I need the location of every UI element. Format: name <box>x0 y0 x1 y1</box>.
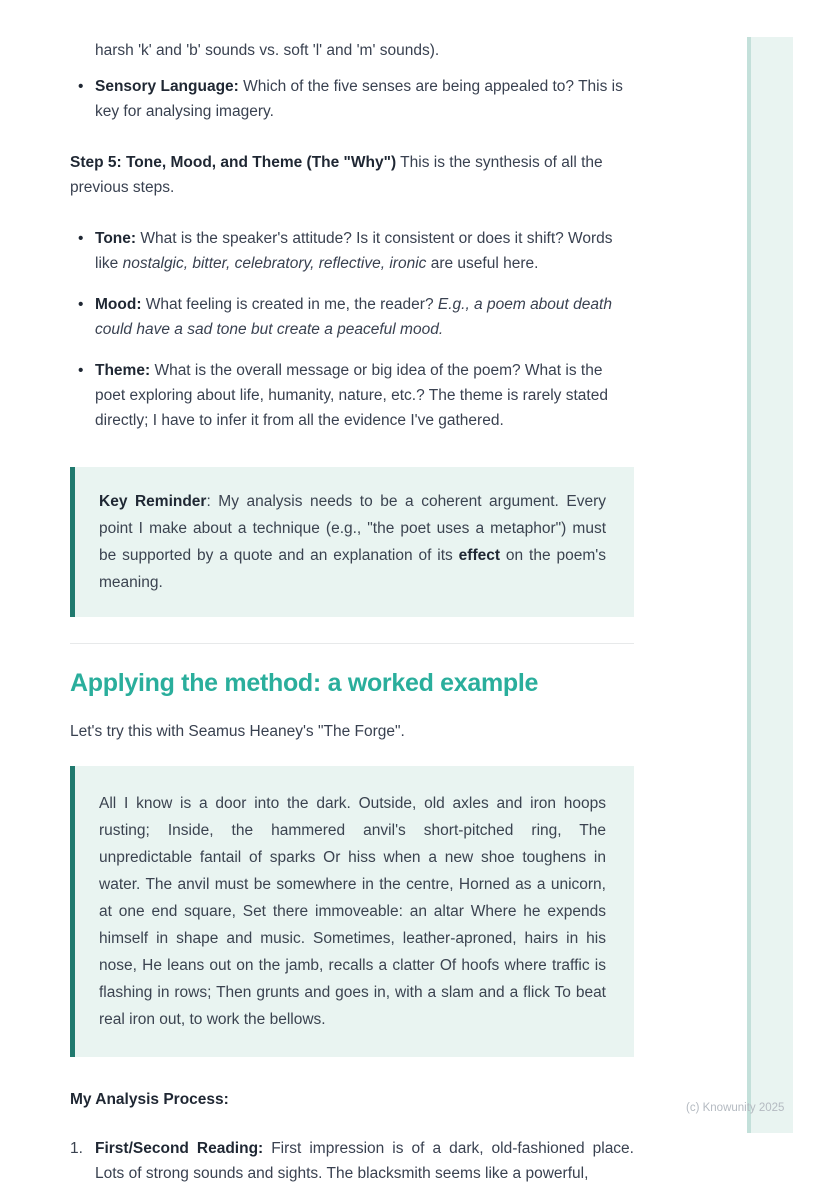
list-item-mood <box>95 292 634 342</box>
document-content <box>70 0 634 1186</box>
bullet-label: Mood: <box>95 296 142 313</box>
bullet-text: What is the overall message or big idea of the poem? What is the poet exploring about life, humanity, nature, etc.? The theme is rarely stated directly; I have to infer it from all the evidence I've gathered. <box>95 362 608 429</box>
analysis-ordered-list <box>70 1136 634 1186</box>
paragraph-continuation <box>95 38 634 63</box>
paragraph-step5 <box>70 150 634 200</box>
key-reminder-callout <box>70 467 634 617</box>
list-item-sensory-language <box>95 74 634 124</box>
bullet-label: Theme: <box>95 362 151 379</box>
intro-text: Let's try this with Seamus Heaney's "The Forge". <box>70 723 405 740</box>
list-item-first-second-reading <box>70 1136 634 1186</box>
bullet-italic-text: nostalgic, bitter, celebratory, reflective, ironic <box>122 255 427 272</box>
step5-label: Step 5: Tone, Mood, and Theme (The "Why") <box>70 154 397 171</box>
list-item-text: First impression is of a dark, old-fashioned place. Lots of strong sounds and sights. The blacksmith seems like a powerful, <box>95 1140 634 1182</box>
bullet-italic-text: E.g., a poem about death could have a sad tone but create a peaceful mood. <box>95 296 612 338</box>
paragraph-intro <box>70 719 634 744</box>
list-item-label: First/Second Reading: <box>95 1140 264 1157</box>
analysis-process-heading: My Analysis Process: <box>70 1091 229 1108</box>
list-item-tone <box>95 226 634 276</box>
bullet-list-step5 <box>70 226 634 433</box>
poem-quote-callout <box>70 766 634 1057</box>
bullet-text: What feeling is created in me, the reader? <box>145 296 434 313</box>
key-reminder-text: : My analysis needs to be a coherent argument. Every point I make about a technique (e.g., "the poet uses a metaphor") must be supported by a quote and an explanation of its <box>99 493 606 564</box>
bullet-text: Which of the five senses are being appealed to? This is key for analysing imagery. <box>95 78 623 120</box>
decorative-side-bar <box>747 37 793 1133</box>
key-reminder-text-end: on the poem's meaning. <box>99 547 606 591</box>
section-heading: Applying the method: a worked example <box>70 669 539 697</box>
bullet-label: Tone: <box>95 230 137 247</box>
key-reminder-label: Key Reminder <box>99 493 207 510</box>
list-item-number: 1. <box>70 1140 83 1157</box>
list-item-theme <box>95 358 634 433</box>
bullet-list-top <box>70 74 634 124</box>
step5-text: This is the synthesis of all the previous steps. <box>70 154 603 196</box>
bullet-label: Sensory Language: <box>95 78 239 95</box>
key-reminder-bold-word: effect <box>458 547 501 564</box>
section-divider <box>70 643 634 644</box>
watermark-text: (c) Knowunity 2025 <box>686 1102 785 1114</box>
poem-text: All I know is a door into the dark. Outside, old axles and iron hoops rusting; Inside, the hammered anvil's short-pitched ring, The unpredictable fantail of sparks Or hiss when a new shoe toughens in water. The anvil must be somewhere in the centre, Horned as a unicorn, at one end square, Set there immoveable: an altar Where he expends himself in shape and music. Sometimes, leather-aproned, hairs in his nose, He leans out on the jamb, recalls a clatter Of hoofs where traffic is flashing in rows; Then grunts and goes in, with a slam and a flick To beat real iron out, to work the bellows. <box>99 795 606 1028</box>
continuation-text: harsh 'k' and 'b' sounds vs. soft 'l' and 'm' sounds). <box>95 42 440 59</box>
bullet-text: What is the speaker's attitude? Is it consistent or does it shift? Words like <box>95 230 613 272</box>
bullet-text: are useful here. <box>430 255 539 272</box>
